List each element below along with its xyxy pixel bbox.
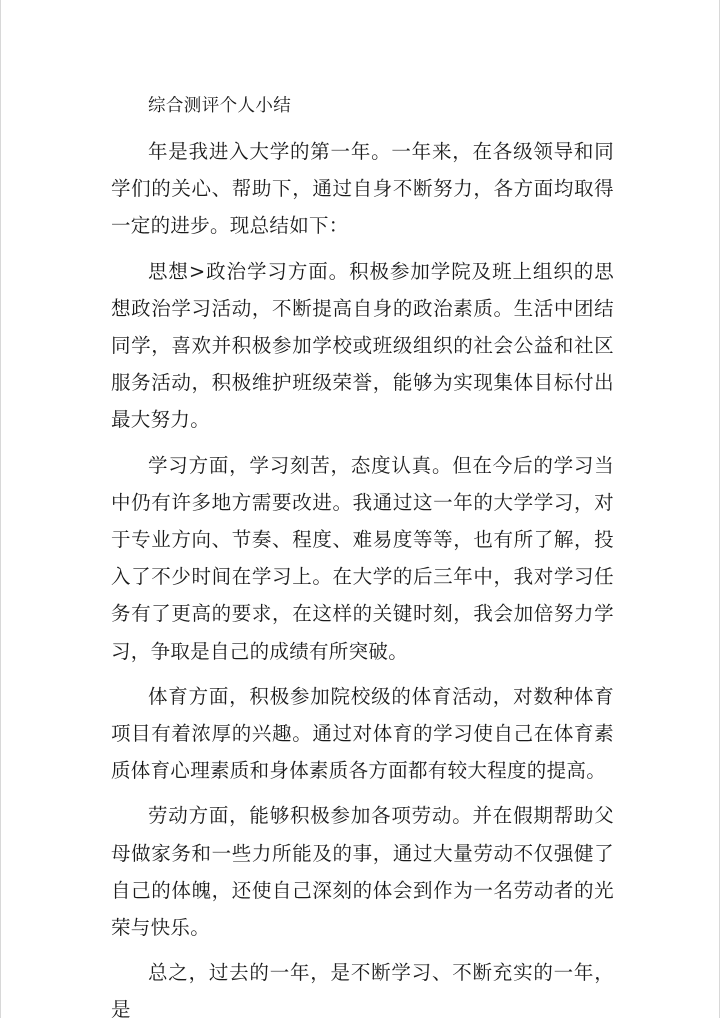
paragraph-intro: 年是我进入大学的第一年。一年来，在各级领导和同学们的关心、帮助下，通过自身不断努力，各方面均取得一定的进步。现总结如下：: [111, 140, 614, 238]
paragraph-labor: 劳动方面，能够积极参加各项劳动。并在假期帮助父母做家务和一些力所能及的事，通过大量劳动不仅强健了自己的体魄，还使自己深刻的体会到作为一名劳动者的光荣与快乐。: [111, 804, 614, 940]
paragraph-summary: 总之，过去的一年，是不断学习、不断充实的一年，是: [111, 961, 614, 1022]
paragraph-politics: 思想>政治学习方面。积极参加学院及班上组织的思想政治学习活动，不断提高自身的政治素质。生活中团结同学，喜欢并积极参加学校或班级组织的社会公益和社区服务活动，积极维护班级荣誉，能够为实现集体目标付出最大努力。: [111, 259, 614, 432]
paragraph-sports: 体育方面，积极参加院校级的体育活动，对数种体育项目有着浓厚的兴趣。通过对体育的学习使自己在体育素质体育心理素质和身体素质各方面都有较大程度的提高。: [111, 684, 614, 783]
document-title: 综合测评个人小结: [148, 96, 292, 116]
paragraph-study: 学习方面，学习刻苦，态度认真。但在今后的学习当中仍有许多地方需要改进。我通过这一年的大学学习，对于专业方向、节奏、程度、难易度等等，也有所了解，投入了不少时间在学习上。在大学的后三年中，我对学习任务有了更高的要求，在这样的关键时刻，我会加倍努力学习，争取是自己的成绩有所突破。: [111, 453, 614, 663]
document-body: [111, 88, 614, 1029]
